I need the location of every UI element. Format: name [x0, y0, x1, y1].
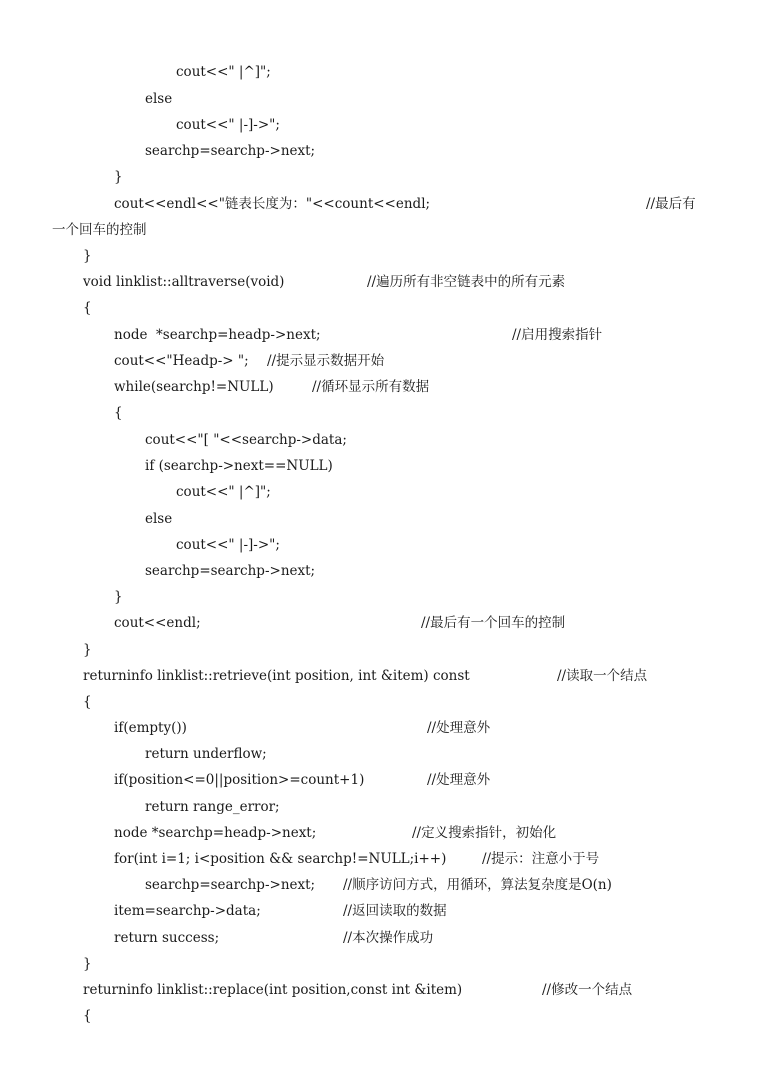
code-text: return range_error;	[145, 799, 280, 815]
code-line	[52, 219, 147, 241]
code-comment: //最后有	[646, 196, 696, 212]
code-line	[114, 586, 123, 608]
code-comment: //循环显示所有数据	[312, 379, 430, 395]
code-comment: //修改一个结点	[542, 982, 633, 998]
code-line	[83, 665, 673, 687]
code-line	[145, 429, 347, 451]
code-text: }	[83, 956, 92, 972]
code-comment: //处理意外	[427, 772, 491, 788]
code-comment: //本次操作成功	[343, 930, 434, 946]
code-text: else	[145, 511, 173, 527]
code-line	[114, 848, 634, 870]
code-comment: //启用搜索指针	[512, 327, 603, 343]
code-comment: //处理意外	[427, 720, 491, 736]
code-line	[83, 1005, 92, 1027]
code-line	[114, 612, 594, 634]
code-line	[176, 481, 271, 503]
code-comment: //提示：注意小于号	[482, 851, 600, 867]
code-text: returninfo linklist::replace(int position,const int &item)	[83, 982, 463, 998]
code-text: 一个回车的控制	[52, 222, 147, 238]
code-line	[83, 271, 603, 293]
code-text: node *searchp=headp->next;	[114, 825, 317, 841]
code-line	[114, 927, 514, 949]
code-comment: //提示显示数据开始	[267, 353, 385, 369]
code-line	[114, 324, 624, 346]
code-line	[145, 560, 315, 582]
code-text: if(empty())	[114, 720, 187, 736]
code-text: if (searchp->next==NULL)	[145, 458, 333, 474]
code-comment: //返回读取的数据	[343, 903, 447, 919]
code-text: }	[114, 589, 123, 605]
code-text: node *searchp=headp->next;	[114, 327, 321, 343]
code-text: returninfo linklist::retrieve(int position, int &item) const	[83, 668, 470, 684]
code-line	[83, 297, 92, 319]
code-line	[145, 455, 333, 477]
code-line	[114, 717, 514, 739]
code-text: cout<<endl;	[114, 615, 201, 631]
code-comment: //遍历所有非空链表中的所有元素	[367, 274, 566, 290]
code-text: for(int i=1; i<position && searchp!=NULL;i++)	[114, 851, 447, 867]
code-text: searchp=searchp->next;	[145, 877, 316, 893]
code-line	[83, 953, 92, 975]
code-line	[176, 114, 280, 136]
code-line	[114, 900, 514, 922]
code-line	[176, 61, 271, 83]
code-text: cout<<endl<<"链表长度为："<<count<<endl;	[114, 196, 431, 212]
code-comment: //最后有一个回车的控制	[421, 615, 566, 631]
code-text: {	[83, 300, 92, 316]
code-line	[114, 769, 514, 791]
code-line	[114, 350, 414, 372]
code-text: cout<<"Headp-> ";	[114, 353, 249, 369]
code-text: {	[83, 1008, 92, 1024]
code-text: cout<<"[ "<<searchp->data;	[145, 432, 347, 448]
code-line	[114, 166, 123, 188]
code-text: }	[83, 248, 92, 264]
code-line	[114, 193, 714, 215]
code-text: cout<<" |-]->";	[176, 117, 280, 133]
code-text: searchp=searchp->next;	[145, 563, 316, 579]
code-text: cout<<" |^]";	[176, 484, 271, 500]
code-text: if(position<=0||position>=count+1)	[114, 772, 365, 788]
code-comment: //读取一个结点	[557, 668, 648, 684]
code-text: return underflow;	[145, 746, 267, 762]
code-line	[145, 743, 267, 765]
code-line	[145, 796, 280, 818]
code-line	[83, 691, 92, 713]
code-line	[145, 140, 315, 162]
code-text: searchp=searchp->next;	[145, 143, 316, 159]
code-text: cout<<" |^]";	[176, 64, 271, 80]
code-text: else	[145, 91, 173, 107]
code-line	[176, 534, 280, 556]
code-line	[145, 508, 172, 530]
code-text: }	[114, 169, 123, 185]
code-text: {	[114, 405, 123, 421]
code-text: }	[83, 642, 92, 658]
code-text: {	[83, 694, 92, 710]
code-text: item=searchp->data;	[114, 903, 261, 919]
code-comment: //定义搜索指针，初始化	[412, 825, 557, 841]
code-line	[83, 979, 663, 1001]
code-text: cout<<" |-]->";	[176, 537, 280, 553]
code-line	[114, 376, 464, 398]
code-line	[114, 822, 594, 844]
code-text: void linklist::alltraverse(void)	[83, 274, 285, 290]
code-line	[83, 639, 92, 661]
code-line	[145, 88, 172, 110]
code-line	[145, 874, 665, 896]
code-text: while(searchp!=NULL)	[114, 379, 274, 395]
code-line	[114, 402, 123, 424]
code-text: return success;	[114, 930, 220, 946]
code-comment: //顺序访问方式，用循环，算法复杂度是O(n)	[343, 877, 612, 893]
code-line	[83, 245, 92, 267]
